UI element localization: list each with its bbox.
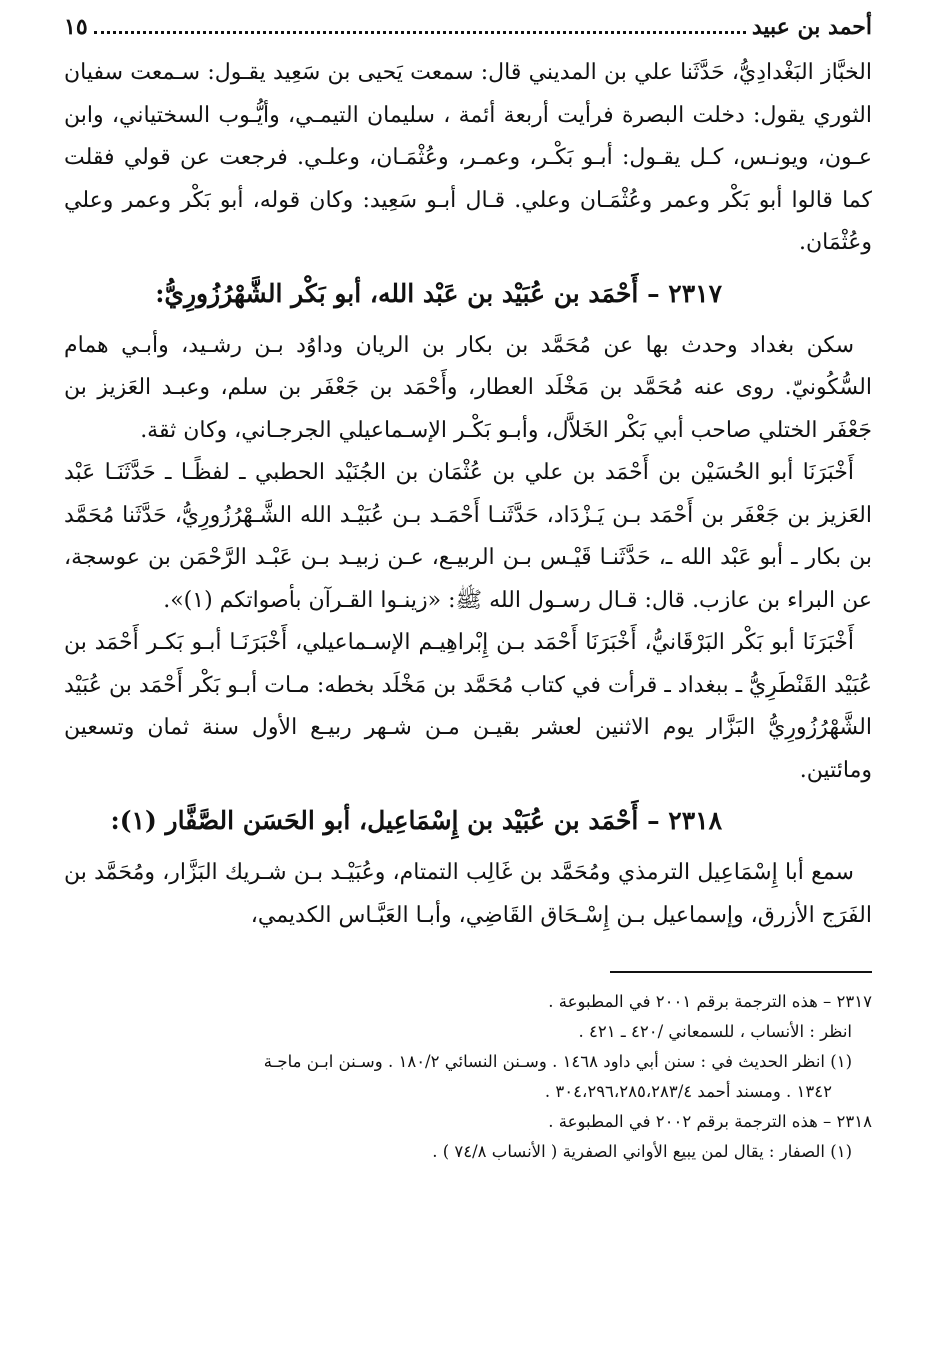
entry-2317-paragraph-hadith: أَخْبَرَنَا أبو الحُسَيْن بن أَحْمَد بن علي بن عُثْمَان بن الجُنَيْد الحطبي ـ لفظًـا ـ حَدَّثَنَـا عَبْد العَزيز بن جَعْفَر بن أَحْمَد بـن يَـزْدَاد، حَدَّثَنـا أَحْمَـد بـن عُبَيْـد الله الشَّـهْرُزُورِيُّ، حَدَّثَنا مُحَمَّد بن بكار ـ أبو عَبْد الله ـ، حَدَّثَنـا قَيْـس بـن الربيـع، عـن زبيـد بـن عَبْـد الرَّحْمَن بن عوسجة، عن البراء بن عازب. قال: قـال رسـول الله ﷺ: «زينـوا القـرآن بأصواتكم (١)». (64, 460, 872, 613)
footnotes (64, 987, 872, 1167)
footnote-1-hadith: (١) انظر الحديث في : سنن أبي داود ١٤٦٨ . وسـنن النسائي ١٨٠/٢ . وسـنن ابـن ماجـة (263, 1052, 852, 1071)
footnote-separator (610, 971, 872, 973)
running-header (64, 14, 872, 52)
footnote-1-saffar: (١) الصفار : يقال لمن يبيع الأواني الصفرية ( الأنساب ٧٤/٨ ) . (432, 1142, 852, 1161)
entry-title-2318: ٢٣١٨ – أَحْمَد بن عُبَيْد بن إِسْمَاعِيل، أبو الحَسَن الصَّفَّار (١): (110, 806, 722, 835)
footnote-2318: ٢٣١٨ – هذه الترجمة برقم ٢٠٠٢ في المطبوعة . (548, 1112, 872, 1131)
header-dot-leader (94, 31, 746, 34)
footnote-1-hadith-cont: ١٣٤٢ . ومسند أحمد ٣٠٤،٢٩٦،٢٨٥،٢٨٣/٤ . (544, 1082, 832, 1101)
running-title: أحمد بن عبيد (751, 14, 872, 40)
entry-2318-paragraph-bio: سمع أبا إِسْمَاعِيل الترمذي ومُحَمَّد بن غَالِب التمتام، وعُبَيْـد بـن شـريك البَزَّار، ومُحَمَّد بن الفَرَج الأزرق، وإسماعيل بـن إِسْـحَاق القَاضِي، وأبـا العَبَّـاس الكديمي، (64, 860, 872, 928)
paragraph-continued: الخبَّاز البَغْدادِيُّ، حَدَّثَنا علي بن المديني قال: سمعت يَحيى بن سَعِيد يقـول: سـمعت سفيان الثوري يقول: دخلت البصرة فرأيت أربعة أئمة ، سليمان التيمـي، وأيُّـوب السختياني، وابن عـون، ويونـس، كـل يقـول: أبـو بَكْـر، وعمـر، وعُثْمَـان، وعلـي. فرجعت عن قولي فقلت كما قالوا أبو بَكْر وعمر وعُثْمَـان وعلي. قـال أبـو سَعِيد: وكان قوله، أبو بَكْر وعمر وعلي وعُثْمَان. (64, 60, 872, 255)
page-number: ١٥ (64, 14, 88, 40)
entry-2317-paragraph-bio: سكن بغداد وحدث بها عن مُحَمَّد بن بكار بن الريان وداوُد بـن رشـيد، وأبـي همام السُّكُونيّ. روى عنه مُحَمَّد بن مَخْلَد العطار، وأَحْمَد بن جَعْفَر بن سلم، وعبـد العَزيز بن جَعْفَر الختلي صاحب أبي بَكْر الخَلاَّل، وأبـو بَكْـر الإسـماعيلي الجرجـاني، وكان ثقة. (64, 332, 872, 443)
footnote-2317: ٢٣١٧ – هذه الترجمة برقم ٢٠٠١ في المطبوعة . (548, 992, 872, 1011)
footnote-2317-ref: انظر : الأنساب ، للسمعاني /٤٢٠ ـ ٤٢١ . (578, 1022, 852, 1041)
entry-title-2317: ٢٣١٧ – أَحْمَد بن عُبَيْد بن عَبْد الله، أبو بَكْر الشَّهْرُزُورِيُّ: (155, 278, 722, 308)
book-page (64, 14, 872, 1167)
entry-2317-paragraph-death: أَخْبَرَنَا أبو بَكْر البَرْقَانيُّ، أَخْبَرَنَا أَحْمَد بـن إِبْراهِيـم الإسـماعيلي، أَخْبَرَنَـا أبـو بَكـر أَحْمَد بن عُبَيْد القَنْطَرِيُّ ـ ببغداد ـ قرأت في كتاب مُحَمَّد بن مَخْلَد بخطه: مـات أبـو بَكْر أَحْمَد بن عُبَيْد الشَّهْرُزُورِيُّ البَزَّار يوم الاثنين لعشر بقيـن مـن شـهر ربيـع الأول سنة ثمان وتسعين ومائتين. (64, 630, 872, 783)
main-text (64, 52, 872, 937)
